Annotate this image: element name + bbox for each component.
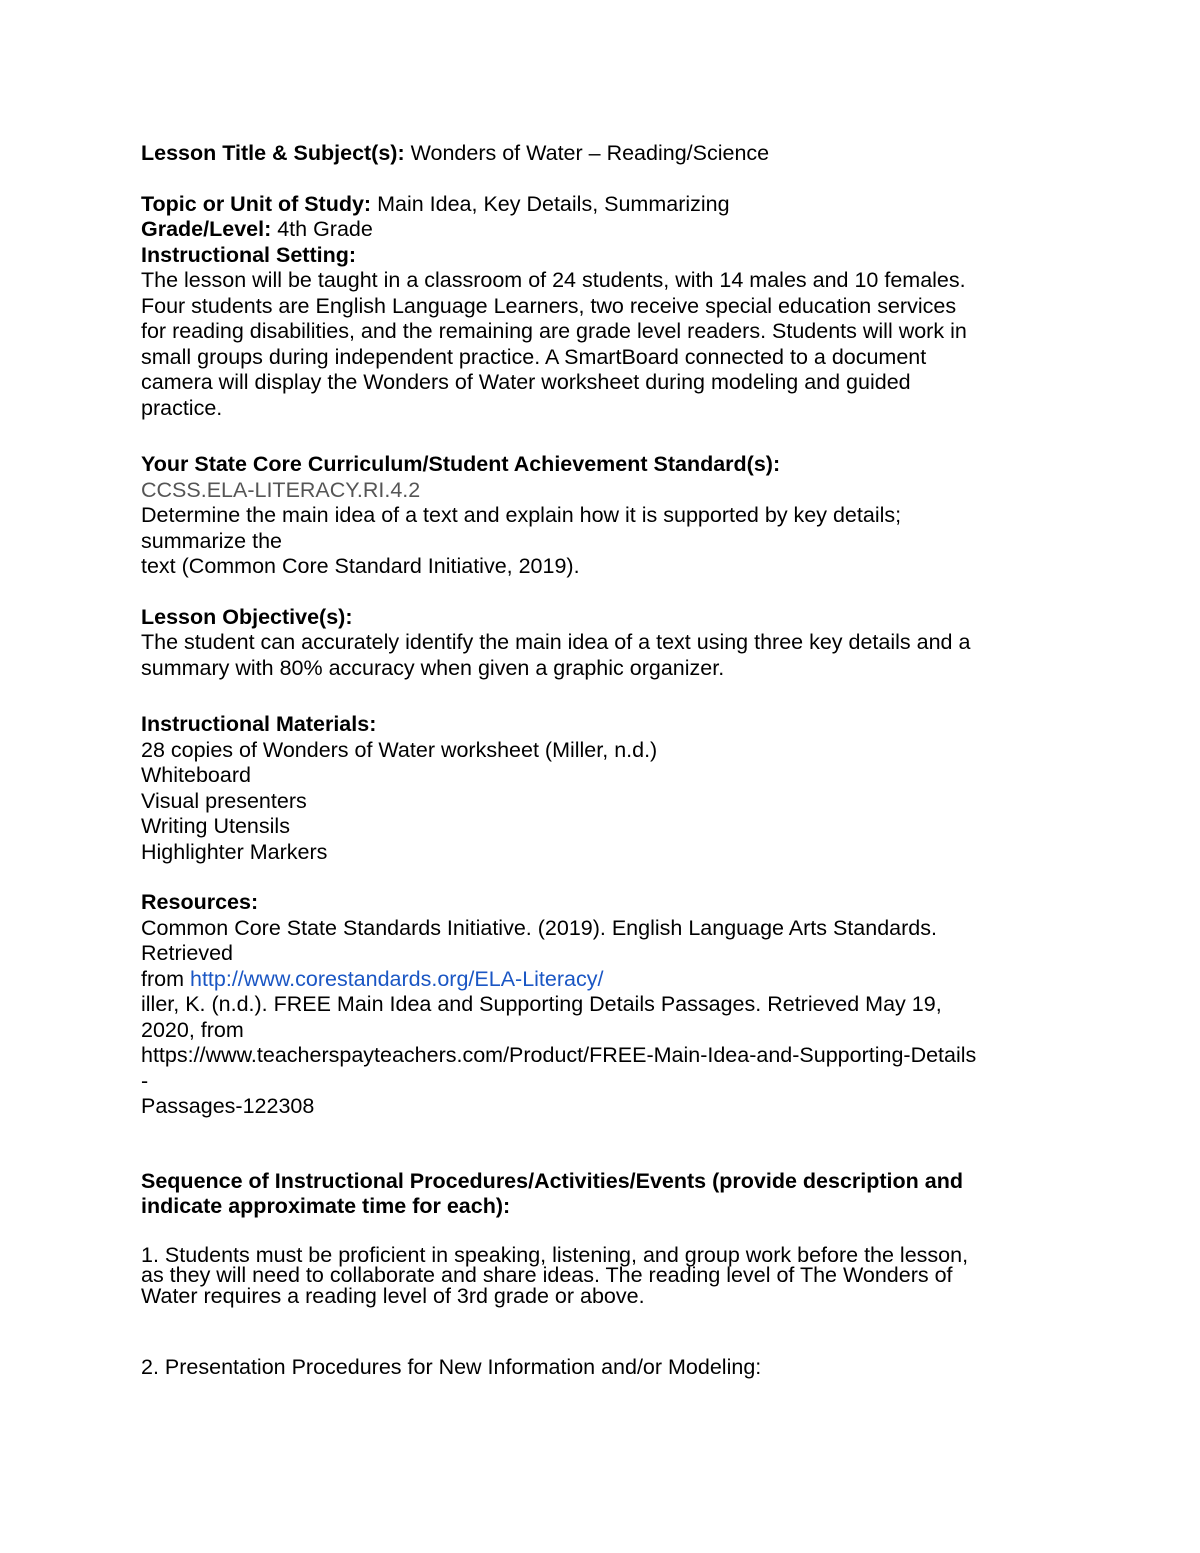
setting-text-line: camera will display the Wonders of Water worksheet during modeling and guided xyxy=(141,370,911,394)
standards-heading: Your State Core Curriculum/Student Achievement Standard(s): xyxy=(141,452,781,476)
corestandards-link[interactable]: http://www.corestandards.org/ELA-Literacy/ xyxy=(189,966,604,991)
topic-value: Main Idea, Key Details, Summarizing xyxy=(371,191,730,216)
lesson-plan-document xyxy=(141,141,1066,1381)
setting-text-line: for reading disabilities, and the remaining are grade level readers. Students will work in xyxy=(141,319,967,343)
resources-heading: Resources: xyxy=(141,890,259,914)
material-item: Highlighter Markers xyxy=(141,839,328,864)
material-item: Visual presenters xyxy=(141,788,307,813)
setting-text-line: small groups during independent practice. A SmartBoard connected to a document xyxy=(141,344,927,369)
materials-heading: Instructional Materials: xyxy=(141,712,377,736)
step-text-line: 1. Students must be proficient in speaking, listening, and group work before the lesson, xyxy=(141,1242,969,1267)
sequence-heading: indicate approximate time for each): xyxy=(141,1194,511,1218)
resource-line: - xyxy=(141,1068,149,1093)
grade-value: 4th Grade xyxy=(271,217,373,241)
lesson-title-line xyxy=(141,141,1066,167)
resource-link-line xyxy=(141,967,1066,993)
material-item: Whiteboard xyxy=(141,763,251,787)
resource-line: https://www.teacherspayteachers.com/Product/FREE-Main-Idea-and-Supporting-Details xyxy=(141,1043,977,1067)
topic-line xyxy=(141,192,1066,218)
resource-line: 2020, from xyxy=(141,1017,244,1042)
sequence-heading: Sequence of Instructional Procedures/Activities/Events (provide description and xyxy=(141,1168,963,1193)
grade-label: Grade/Level: xyxy=(141,217,272,241)
setting-text-line: practice. xyxy=(141,395,223,420)
objectives-heading: Lesson Objective(s): xyxy=(141,604,353,629)
setting-heading: Instructional Setting: xyxy=(141,242,356,267)
sequence-step-2: 2. Presentation Procedures for New Information and/or Modeling: xyxy=(141,1355,762,1379)
resource-line: Passages-122308 xyxy=(141,1094,315,1118)
resource-line: Common Core State Standards Initiative. (2019). English Language Arts Standards. xyxy=(141,915,937,940)
step-text-line: Water requires a reading level of 3rd grade or above. xyxy=(141,1283,645,1308)
material-item: Writing Utensils xyxy=(141,814,290,838)
objective-text-line: summary with 80% accuracy when given a graphic organizer. xyxy=(141,655,725,680)
topic-label: Topic or Unit of Study: xyxy=(141,191,372,216)
resource-line: Retrieved xyxy=(141,941,234,965)
step-text-line: as they will need to collaborate and share ideas. The reading level of The Wonders of xyxy=(141,1263,953,1287)
objective-text-line: The student can accurately identify the main idea of a text using three key details and a xyxy=(141,630,971,654)
grade-line xyxy=(141,217,1066,243)
standard-text-line: Determine the main idea of a text and explain how it is supported by key details; xyxy=(141,503,902,527)
sequence-step-1 xyxy=(141,1242,1066,1308)
resource-from-prefix: from xyxy=(141,966,190,991)
standard-text-line: summarize the xyxy=(141,528,282,553)
standard-code: CCSS.ELA-LITERACY.RI.4.2 xyxy=(141,477,421,502)
standard-text-line: text (Common Core Standard Initiative, 2019). xyxy=(141,554,580,578)
lesson-title-label: Lesson Title & Subject(s): xyxy=(141,141,405,165)
resource-line: iller, K. (n.d.). FREE Main Idea and Supporting Details Passages. Retrieved May 19, xyxy=(141,992,942,1016)
setting-text-line: The lesson will be taught in a classroom of 24 students, with 14 males and 10 females. xyxy=(141,268,966,292)
lesson-title-value: Wonders of Water – Reading/Science xyxy=(404,141,770,165)
material-item: 28 copies of Wonders of Water worksheet (Miller, n.d.) xyxy=(141,737,658,762)
setting-text-line: Four students are English Language Learners, two receive special education services xyxy=(141,293,957,318)
